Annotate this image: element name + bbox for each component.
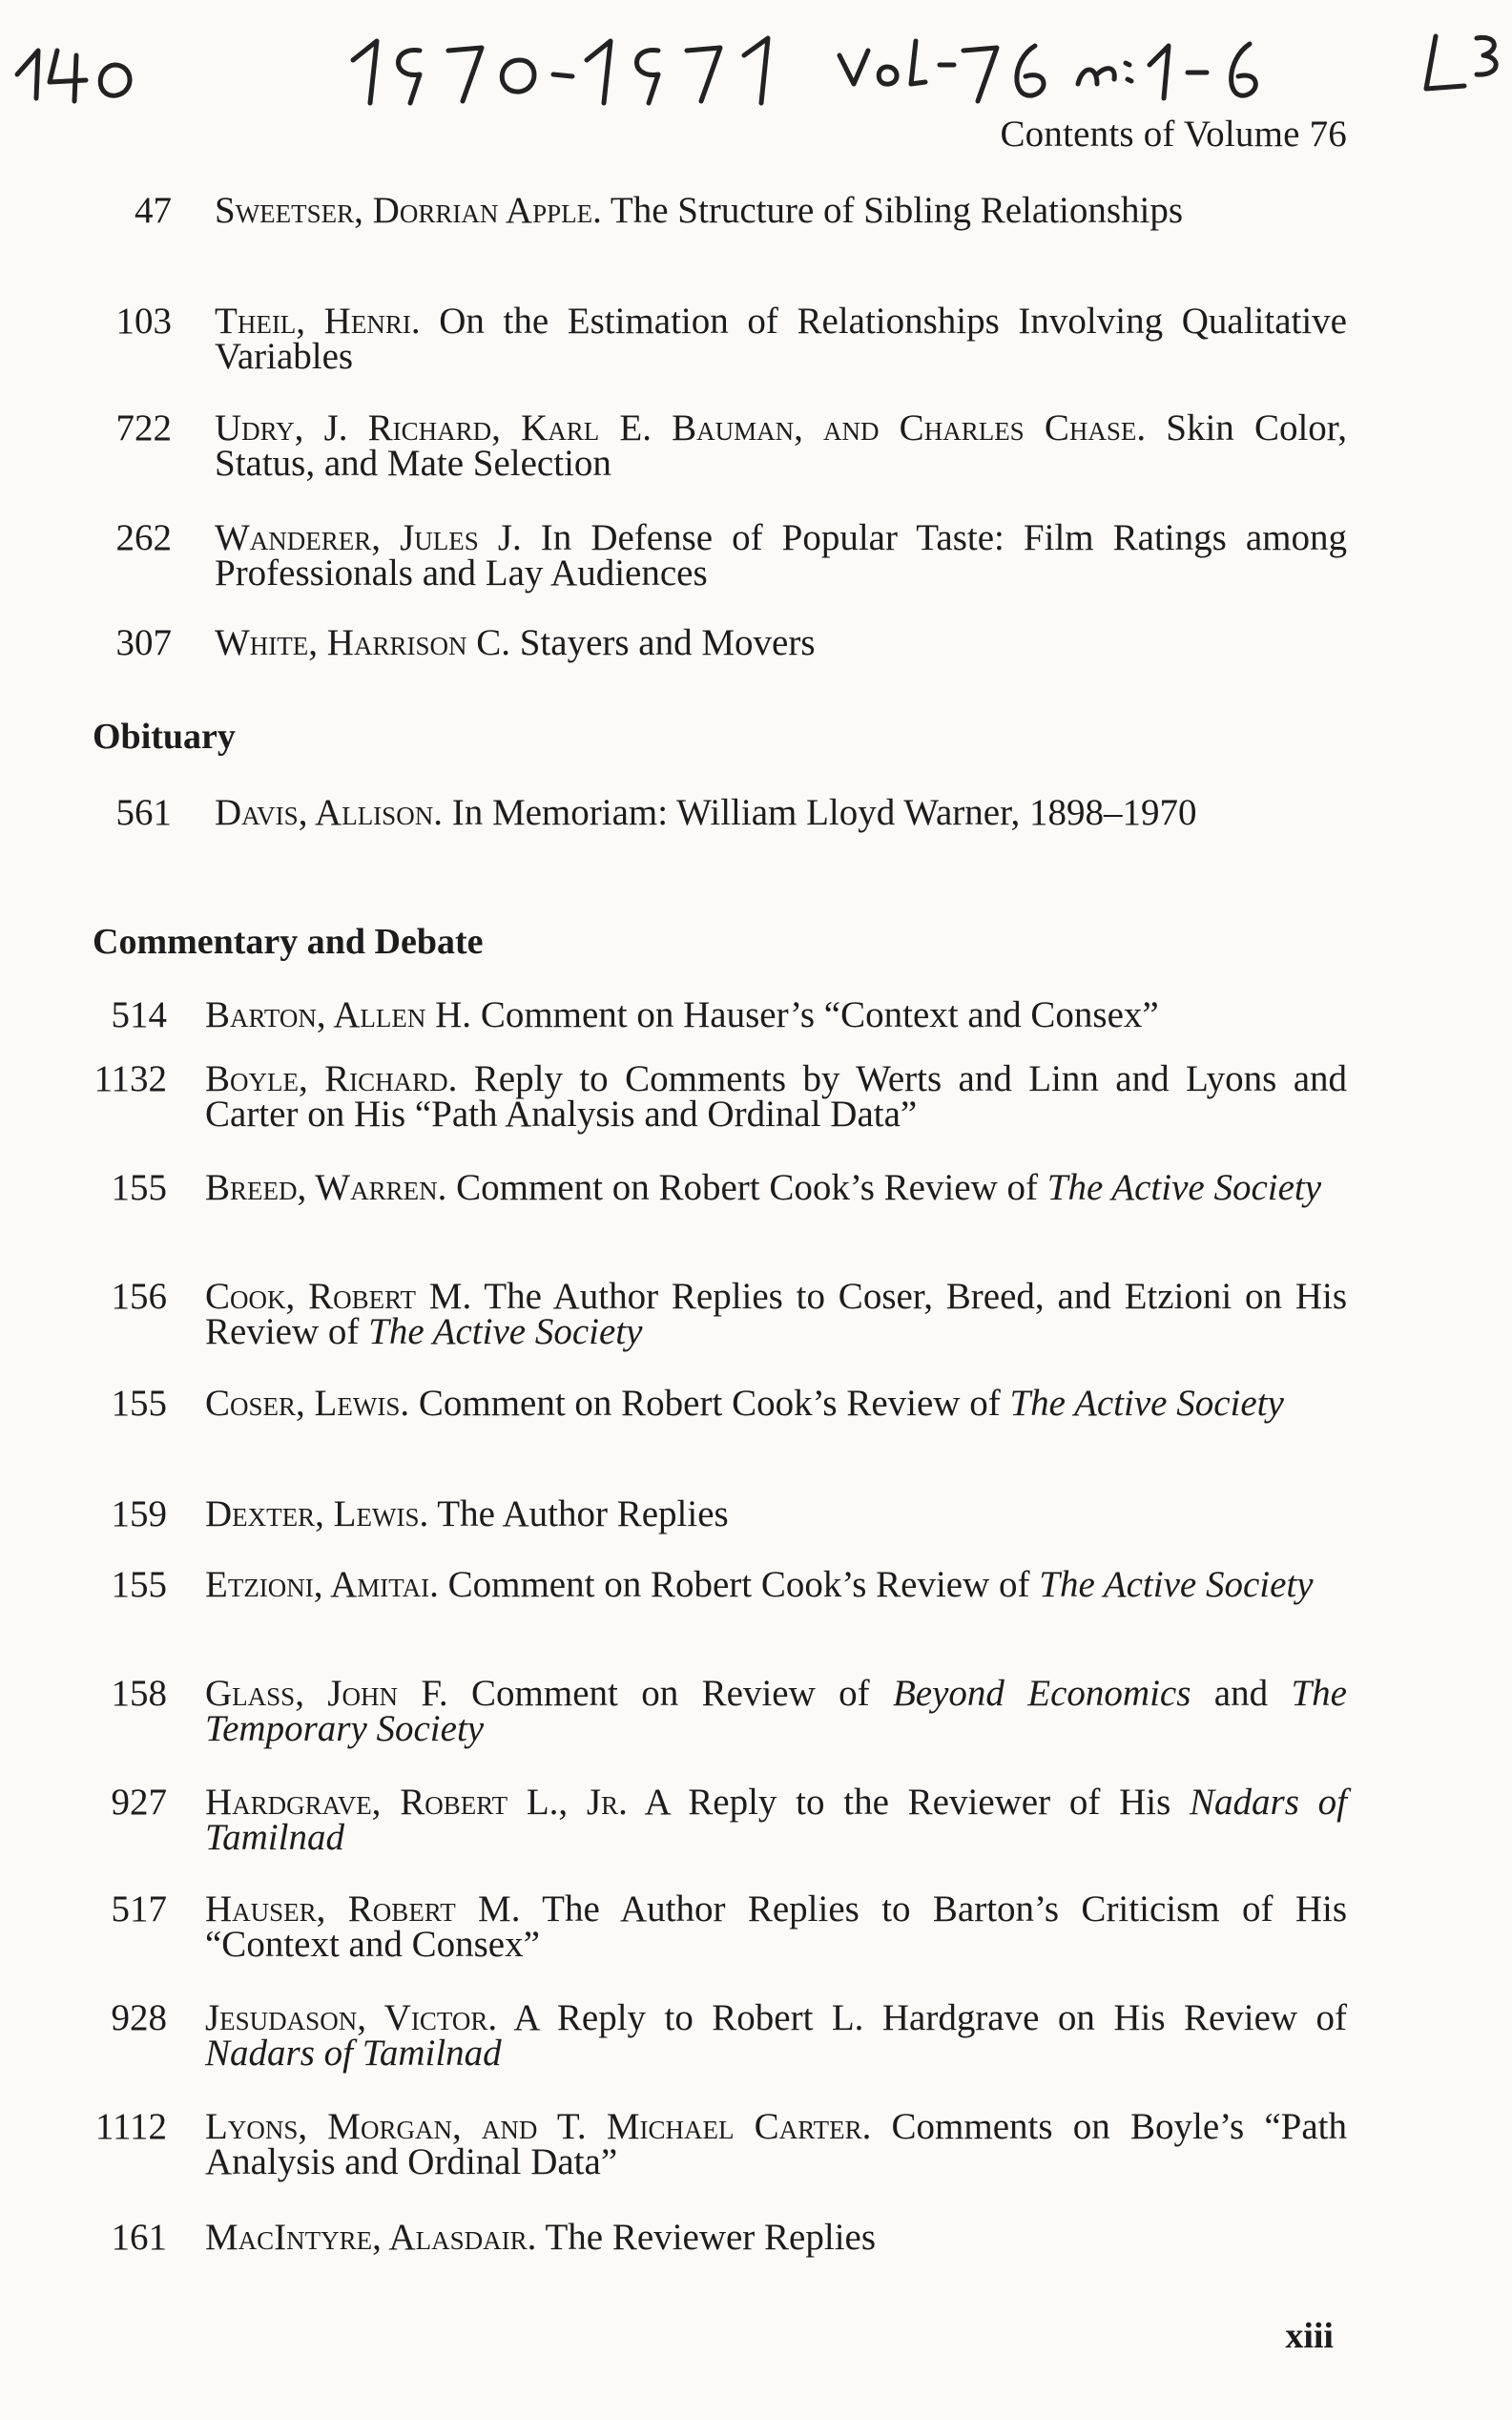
entry-page-number: 722 (115, 407, 172, 449)
entry-text (205, 1167, 1347, 1208)
entry-title: The Reviewer Replies (545, 2217, 877, 2258)
entry-title: The Author Replies to Coser, Breed, and Etzioni on His Review of (205, 1276, 1347, 1352)
entry-page-number: 159 (111, 1493, 167, 1534)
entry-page-number: 927 (111, 1782, 167, 1823)
entry-title: A Reply to the Reviewer of His (644, 1782, 1191, 1823)
entry-text (205, 1782, 1348, 1858)
entry-text (205, 994, 1347, 1035)
entry-title: and (1191, 1673, 1292, 1714)
entry-page-number: 103 (115, 301, 172, 342)
section-heading-obituary: Obituary (93, 717, 236, 757)
entry-page-number: 517 (111, 1888, 167, 1930)
entry-title: On the Estimation of Relationships Involving Qualitative Variables (215, 301, 1347, 377)
entry-text (205, 1276, 1347, 1352)
entry-author: Hardgrave, Robert L., Jr. (205, 1782, 628, 1823)
entry-title: The Active Society (368, 1311, 643, 1352)
entry-text (215, 517, 1348, 594)
section-heading-commentary: Commentary and Debate (93, 922, 484, 962)
entry-text (205, 1383, 1347, 1424)
entry-author: Etzioni, Amitai. (205, 1564, 439, 1605)
entry-author: Coser, Lewis. (205, 1383, 410, 1424)
entry-author: Theil, Henri. (215, 301, 421, 342)
entry-page-number: 161 (111, 2217, 167, 2258)
entry-author: Breed, Warren. (205, 1167, 447, 1208)
entry-text (205, 1673, 1347, 1749)
entry-title: The Active Society (1039, 1564, 1314, 1605)
entry-text (215, 407, 1347, 484)
entry-text (205, 2106, 1347, 2182)
entry-title: The Structure of Sibling Relationships (610, 190, 1184, 231)
entry-text (215, 301, 1347, 377)
entry-author: Wanderer, Jules J. (215, 517, 522, 558)
entry-title: The Active Society (1046, 1167, 1322, 1208)
entry-title: Comment on Robert Cook’s Review of (456, 1167, 1047, 1208)
entry-title: Reply to Comments by Werts and Linn and Lyons and Carter on His “Path Analysis and Ordinal Data” (205, 1058, 1348, 1135)
entry-text (205, 1888, 1347, 1965)
entry-author: Boyle, Richard. (205, 1058, 458, 1099)
entry-page-number: 928 (111, 1997, 167, 2038)
entry-page-number: 156 (111, 1276, 167, 1317)
entry-page-number: 307 (115, 622, 172, 663)
entry-title: Nadars of Tamilnad (205, 1782, 1348, 1858)
entry-title: Beyond Economics (892, 1673, 1191, 1714)
entry-author: Jesudason, Victor. (205, 1997, 498, 2038)
entry-author: Lyons, Morgan, and T. Michael Carter. (205, 2106, 872, 2147)
entry-title: Stayers and Movers (519, 622, 816, 663)
entry-title: In Defense of Popular Taste: Film Ratings among Professionals and Lay Audiences (215, 517, 1348, 594)
entry-text (215, 792, 1347, 833)
entry-title: Comment on Hauser’s “Context and Consex” (480, 994, 1159, 1035)
entry-page-number: 1132 (93, 1058, 167, 1099)
entry-page-number: 47 (135, 190, 172, 231)
entry-text (205, 2217, 1347, 2258)
entry-text (215, 622, 1347, 663)
entry-author: Udry, J. Richard, Karl E. Bauman, and Charles Chase. (215, 407, 1147, 449)
entry-page-number: 561 (115, 792, 172, 833)
entry-page-number: 155 (111, 1167, 167, 1208)
entry-author: MacIntyre, Alasdair. (205, 2217, 537, 2258)
entry-author: White, Harrison C. (215, 622, 510, 663)
entry-author: Glass, John F. (205, 1673, 448, 1714)
entry-author: Dexter, Lewis. (205, 1493, 429, 1534)
entry-author: Sweetser, Dorrian Apple. (215, 190, 602, 231)
entry-title: Skin Color, Status, and Mate Selection (215, 407, 1347, 484)
entry-title: Nadars of Tamilnad (205, 2033, 502, 2074)
entry-page-number: 155 (111, 1564, 167, 1605)
entry-author: Hauser, Robert M. (205, 1888, 521, 1930)
entry-author: Barton, Allen H. (205, 994, 472, 1035)
entry-author: Cook, Robert M. (205, 1276, 472, 1317)
entry-title: Comment on Robert Cook’s Review of (447, 1564, 1040, 1605)
entry-text (205, 1058, 1348, 1135)
entry-text (205, 1493, 1347, 1534)
entry-author: Davis, Allison. (215, 792, 443, 833)
running-head: Contents of Volume 76 (1000, 114, 1347, 155)
entry-page-number: 155 (111, 1383, 167, 1424)
entry-text (215, 190, 1347, 231)
entry-page-number: 158 (111, 1673, 167, 1714)
entry-page-number: 262 (115, 517, 172, 558)
entry-title: Comment on Robert Cook’s Review of (418, 1383, 1010, 1424)
entry-title: Comments on Boyle’s “Path Analysis and Ordinal Data” (205, 2106, 1347, 2182)
entry-title: The Author Replies to Barton’s Criticism of His “Context and Consex” (205, 1888, 1347, 1965)
handwritten-annotation (0, 8, 1512, 113)
entry-title: The Author Replies (437, 1493, 729, 1534)
entry-title: Comment on Review of (471, 1673, 893, 1714)
entry-text (205, 1564, 1347, 1605)
entry-page-number: 1112 (94, 2106, 167, 2147)
entry-title: A Reply to Robert L. Hardgrave on His Review of (513, 1997, 1348, 2038)
entry-page-number: 514 (111, 994, 167, 1035)
entry-title: In Memoriam: William Lloyd Warner, 1898–1970 (451, 792, 1197, 833)
page-folio: xiii (1285, 2316, 1334, 2356)
entry-text (205, 1997, 1348, 2074)
entry-title: The Active Society (1009, 1383, 1284, 1424)
entry-title: The Temporary Society (205, 1673, 1347, 1749)
